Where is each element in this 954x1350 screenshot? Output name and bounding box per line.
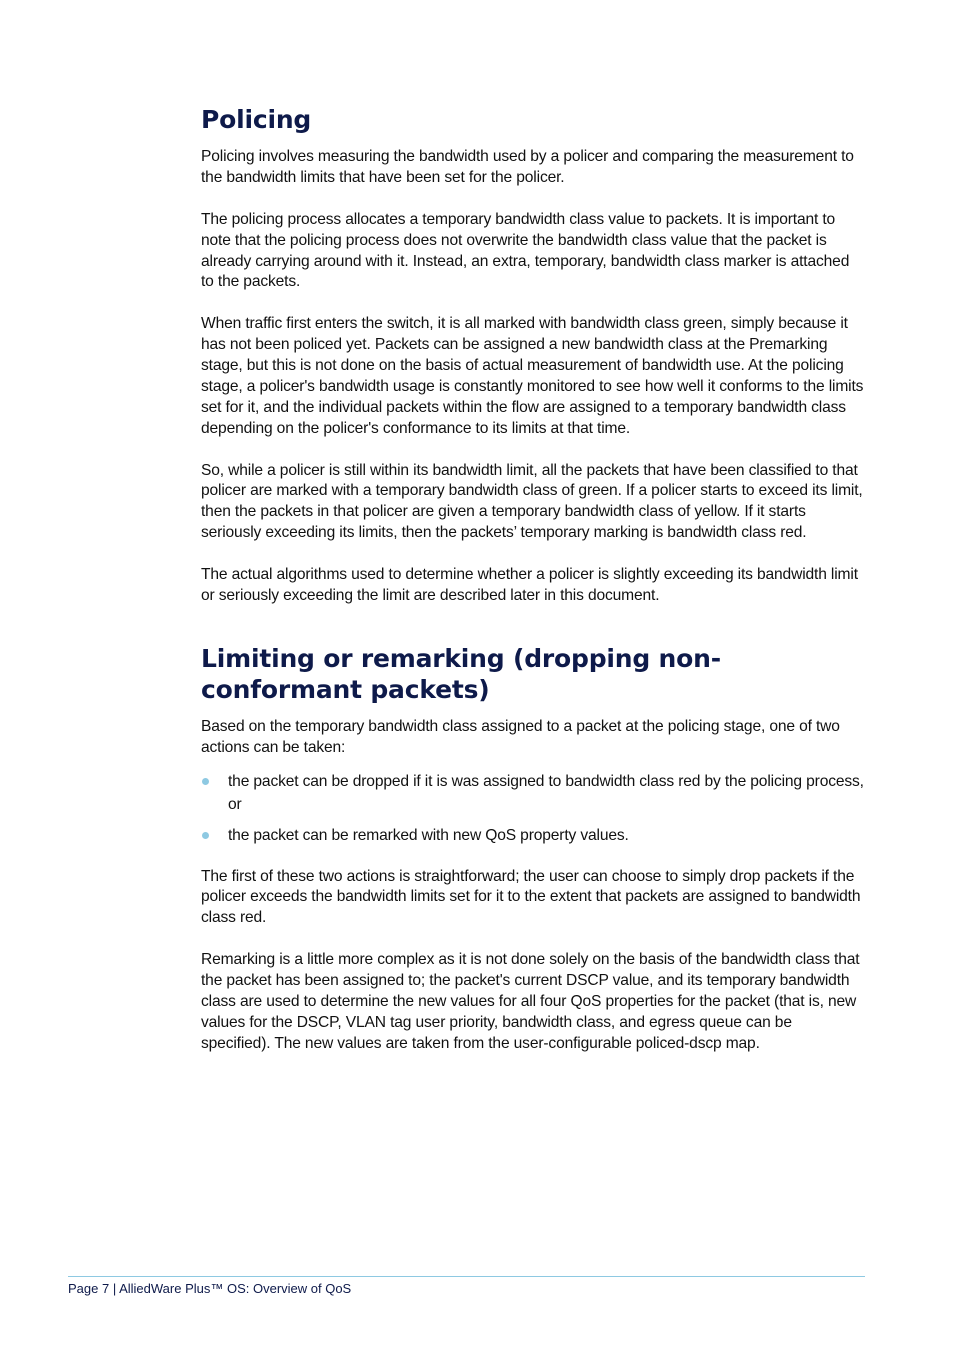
footer-divider bbox=[68, 1276, 865, 1277]
paragraph: So, while a policer is still within its bandwidth limit, all the packets that have been classified to that policer are marked with a temporary bandwidth class of green. If a policer starts to exceed its limit, then the packets in that policer are given a temporary bandwidth class of yellow. If it starts seriously exceeding its limits, then the packets’ temporary marking is bandwidth class red. bbox=[201, 461, 863, 542]
bullet-list bbox=[201, 770, 865, 847]
section-heading-policing: Policing bbox=[201, 105, 312, 134]
page-footer: Page 7 | AlliedWare Plus™ OS: Overview of QoS bbox=[68, 1281, 352, 1296]
paragraph: The first of these two actions is straightforward; the user can choose to simply drop packets if the policer exceeds the bandwidth limits set for it to the extent that packets are assigned to bandwidth class red. bbox=[201, 867, 861, 927]
paragraph: When traffic first enters the switch, it is all marked with bandwidth class green, simply because it has not been policed yet. Packets can be assigned a new bandwidth class at the Premarking stage, but this is not done on the basis of actual measurement of bandwidth use. At the policing stage, a policer's bandwidth usage is constantly monitored to see how well it conforms to the limits set for it, and the individual packets within the flow are assigned to a temporary bandwidth class depending on the policer's conformance to its limits at that time. bbox=[201, 315, 864, 437]
paragraph: Based on the temporary bandwidth class assigned to a packet at the policing stage, one of two actions can be taken: bbox=[201, 717, 840, 756]
paragraph: Remarking is a little more complex as it is not done solely on the basis of the bandwidth class that the packet has been assigned to; the packet's current DSCP value, and its temporary bandwidth class are used to determine the new values for all four QoS properties for the packet (that is, new values for the DSCP, VLAN tag user priority, bandwidth class, and egress queue can be specified). The new values are taken from the user-configurable policed-dscp map. bbox=[201, 951, 860, 1052]
list-item bbox=[201, 824, 865, 847]
page-content bbox=[201, 104, 865, 1055]
paragraph: The policing process allocates a temporary bandwidth class value to packets. It is important to note that the policing process does not overwrite the bandwidth class value that the packet is already carrying around with it. Instead, an extra, temporary, bandwidth class marker is attached to the packets. bbox=[201, 210, 850, 291]
list-item-text: the packet can be remarked with new QoS property values. bbox=[228, 826, 629, 844]
bullet-icon bbox=[202, 778, 209, 785]
list-item bbox=[201, 770, 865, 816]
paragraph: The actual algorithms used to determine whether a policer is slightly exceeding its bandwidth limit or seriously exceeding the limit are described later in this document. bbox=[201, 566, 858, 604]
list-item-text: the packet can be dropped if it is was assigned to bandwidth class red by the policing process, or bbox=[228, 772, 864, 813]
paragraph: Policing involves measuring the bandwidth used by a policer and comparing the measurement to the bandwidth limits that have been set for the policer. bbox=[201, 148, 854, 186]
bullet-icon bbox=[202, 832, 209, 839]
section-heading-limiting: Limiting or remarking (dropping non-conformant packets) bbox=[201, 643, 721, 704]
